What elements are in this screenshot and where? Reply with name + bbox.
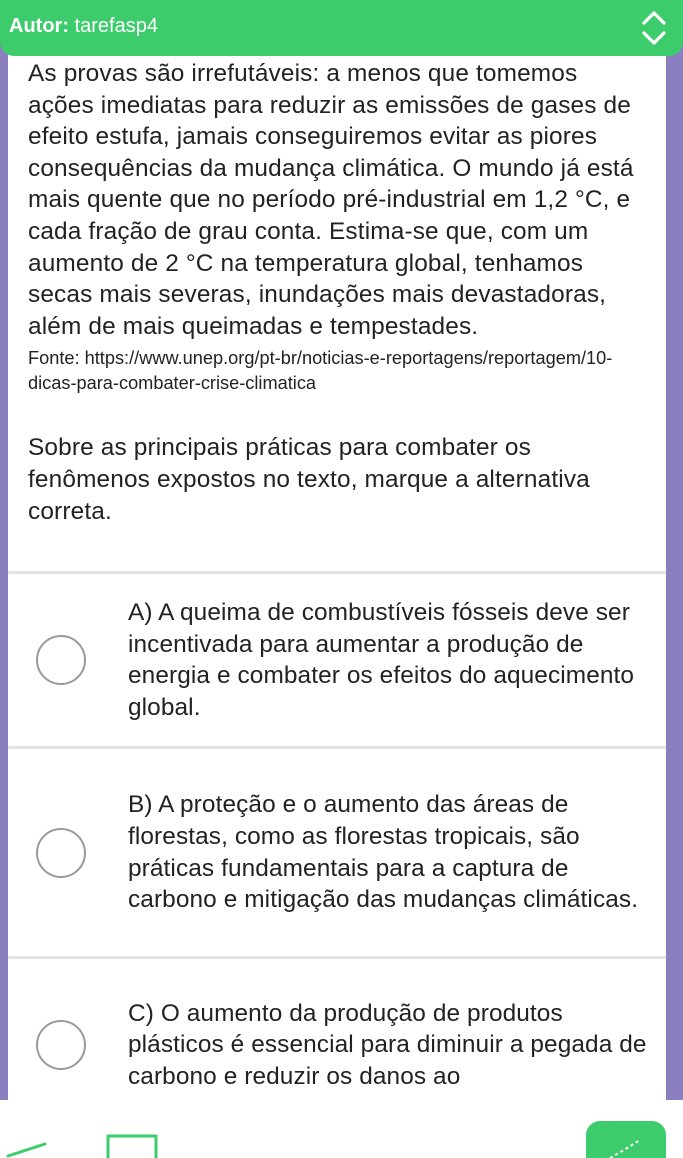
option-a-text: A) A queima de combustíveis fósseis deve ser incentivada para aumentar a produção de energia e combater os efeitos do aquecimento global. <box>128 598 635 721</box>
check-icon[interactable] <box>586 1121 666 1158</box>
arrow-back-icon[interactable] <box>8 1144 45 1156</box>
toolbar-icons <box>0 1100 683 1158</box>
question-prompt: Sobre as principais práticas para combater os fenômenos expostos no texto, marque a alternativa correta. <box>28 434 590 525</box>
author-label: Autor: <box>9 15 69 37</box>
author-line <box>9 14 683 38</box>
option-a[interactable] <box>8 574 666 746</box>
bottom-toolbar <box>0 1100 683 1158</box>
keyboard-icon[interactable] <box>108 1136 156 1158</box>
option-c-text: C) O aumento da produção de produtos plásticos é essencial para diminuir a pegada de carbono e reduzir os danos ao <box>128 999 647 1090</box>
option-c-radio[interactable] <box>36 1020 86 1070</box>
option-b[interactable] <box>8 749 666 956</box>
header-bar <box>0 0 683 56</box>
chevron-up-down-icon[interactable] <box>641 8 667 48</box>
option-b-text: B) A proteção e o aumento das áreas de florestas, como as florestas tropicais, são práticas fundamentais para a captura de carbono e mitigação das mudanças climáticas. <box>128 791 639 914</box>
author-name: tarefasp4 <box>74 15 158 37</box>
source-citation: Fonte: https://www.unep.org/pt-br/noticias-e-reportagens/reportagem/10-dicas-para-combater-crise-climatica <box>28 348 613 394</box>
option-a-radio[interactable] <box>36 635 86 685</box>
option-b-radio[interactable] <box>36 828 86 878</box>
question-stem <box>8 44 666 527</box>
option-c[interactable] <box>8 959 666 1104</box>
question-card <box>8 44 666 1104</box>
stem-paragraph: As provas são irrefutáveis: a menos que tomemos ações imediatas para reduzir as emissões de gases de efeito estufa, jamais conseguiremos evitar as piores consequências da mudança climática. O mundo já está mais quente que no período pré-industrial em 1,2 °C, e cada fração de grau conta. Estima-se que, com um aumento de 2 °C na temperatura global, tenhamos secas mais severas, inundações mais devastadoras, além de mais queimadas e tempestades. <box>28 60 634 340</box>
